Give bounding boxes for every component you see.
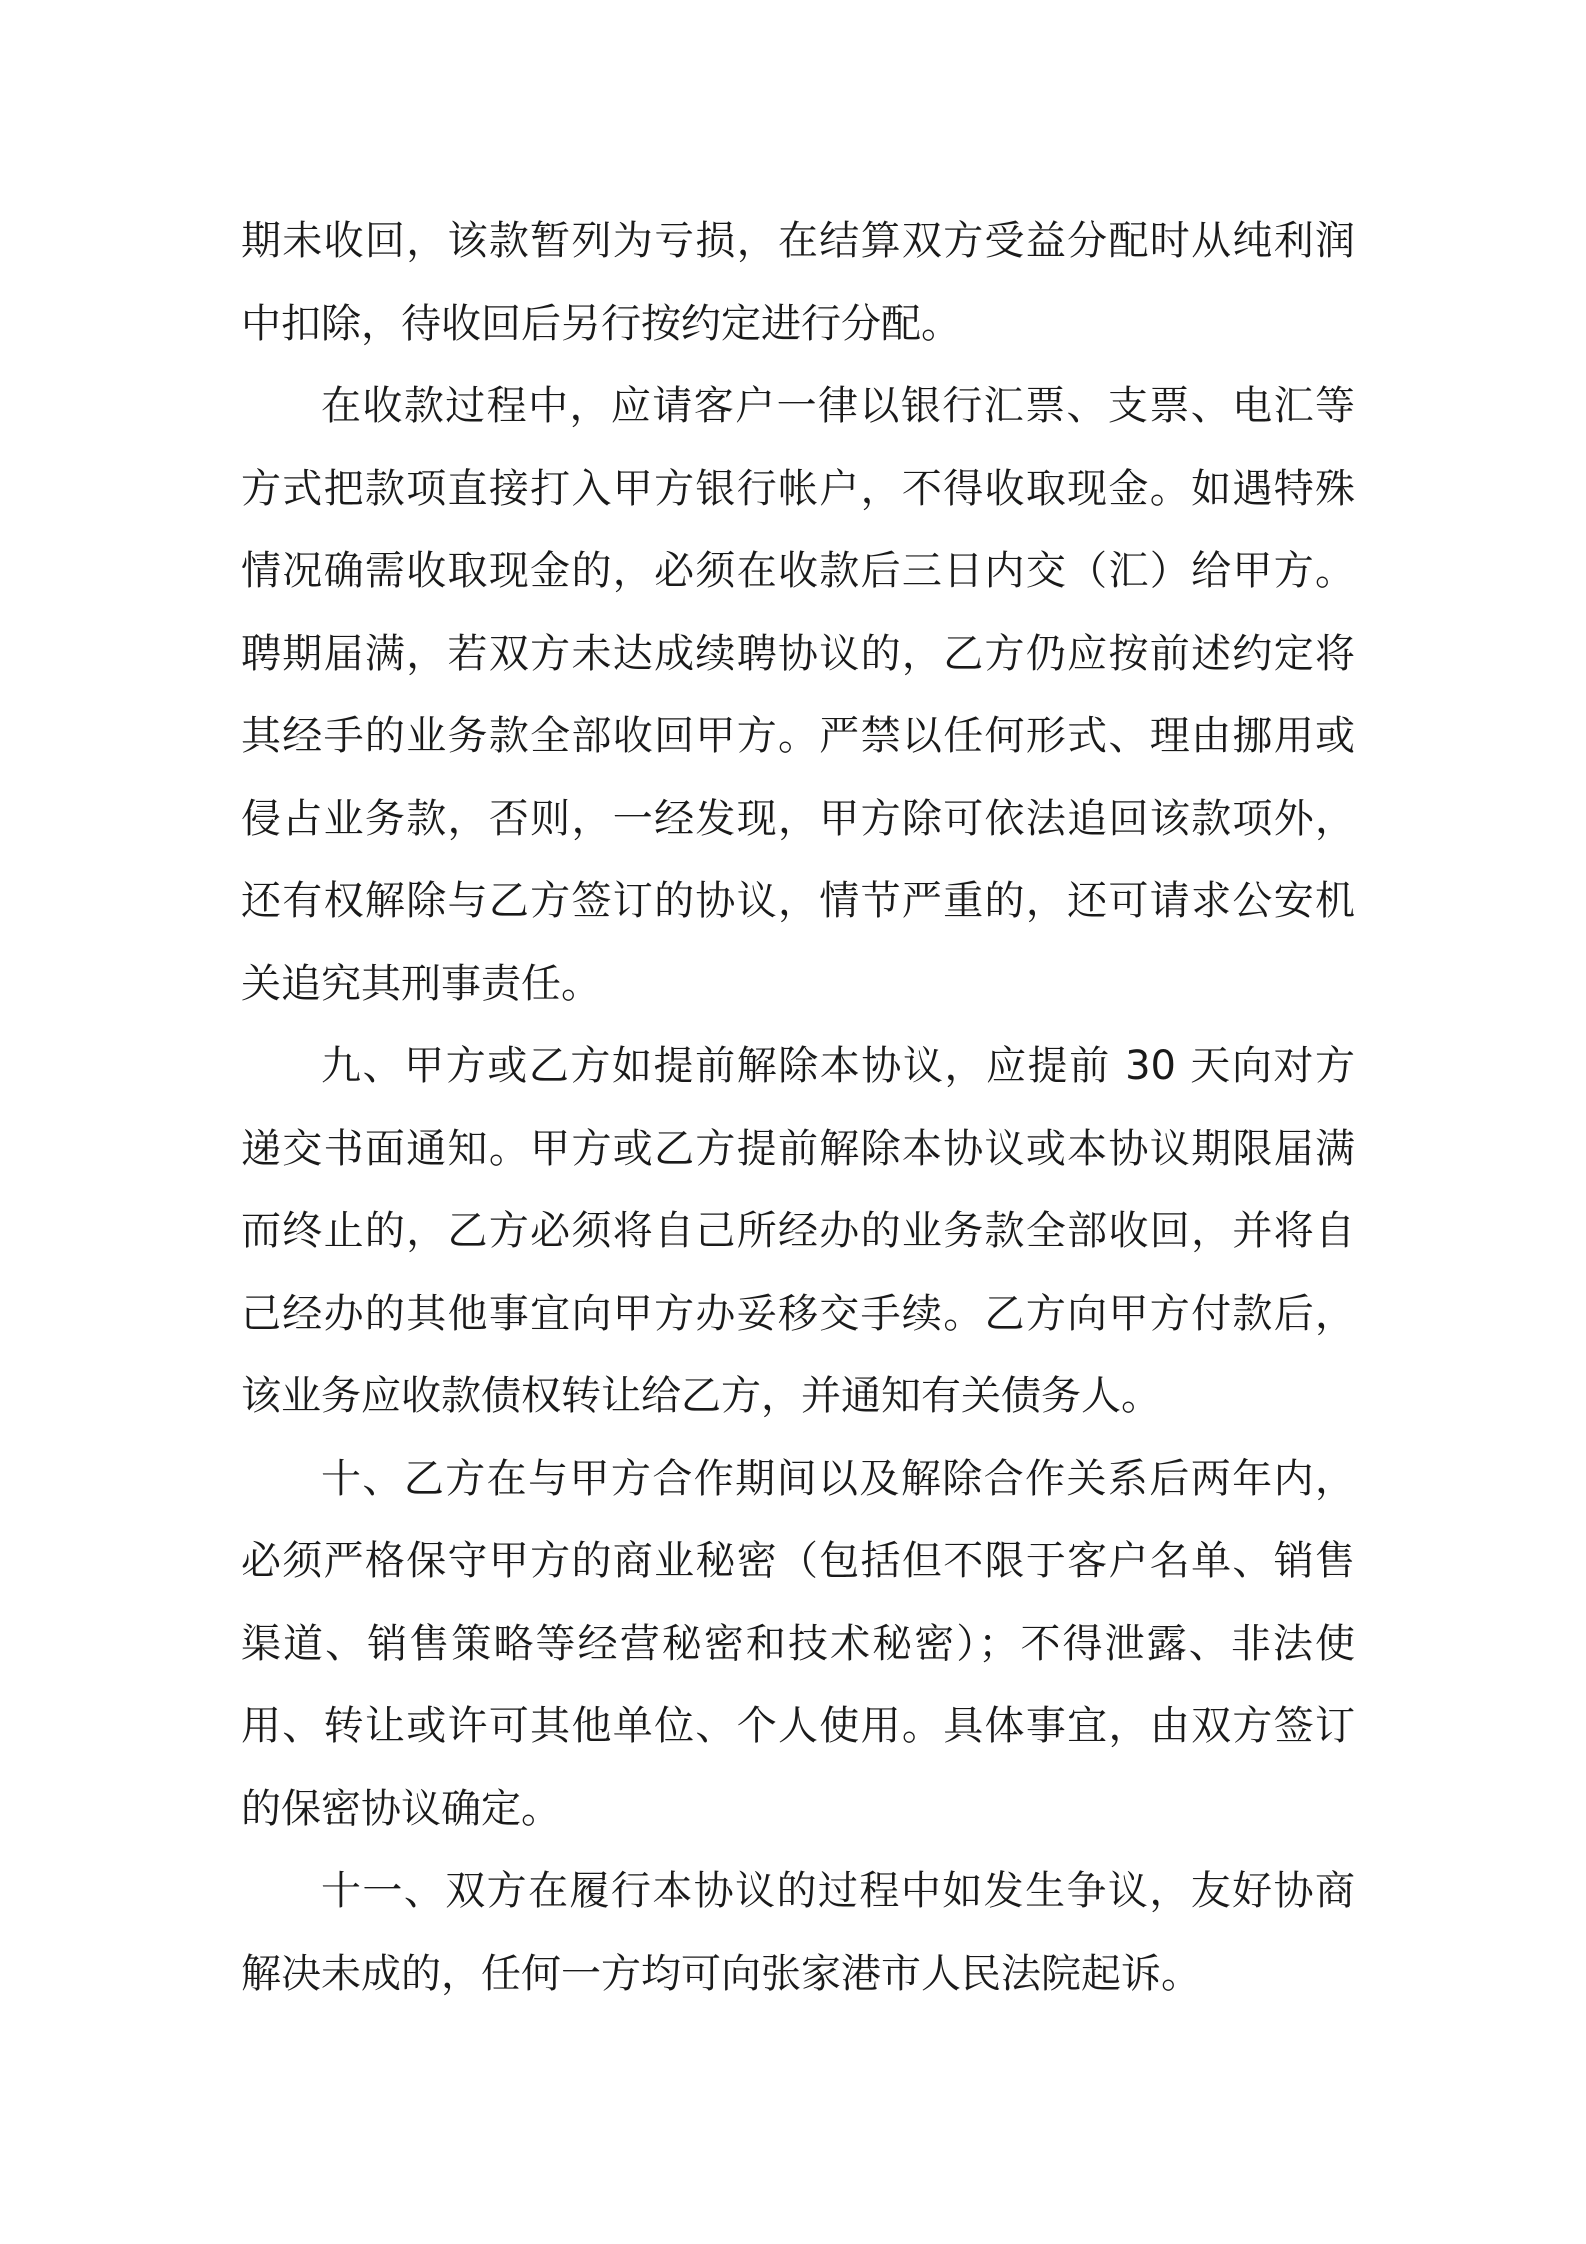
paragraph-clause-9: 九、甲方或乙方如提前解除本协议，应提前 30 天向对方递交书面通知。甲方或乙方提前解除本协议或本协议期限届满而终止的，乙方必须将自己所经办的业务款全部收回，并将自己经办的其他事宜向甲方办妥移交手续。乙方向甲方付款后，该业务应收款债权转让给乙方，并通知有关债务人。 <box>241 1043 1355 1419</box>
paragraph-clause-10: 十、乙方在与甲方合作期间以及解除合作关系后两年内，必须严格保守甲方的商业秘密（包括但不限于客户名单、销售渠道、销售策略等经营秘密和技术秘密）；不得泄露、非法使用、转让或许可其他单位、个人使用。具体事宜，由双方签订的保密协议确定。 <box>241 1455 1355 1832</box>
paragraph-payment-collection: 在收款过程中，应请客户一律以银行汇票、支票、电汇等方式把款项直接打入甲方银行帐户，不得收取现金。如遇特殊情况确需收取现金的，必须在收款后三日内交（汇）给甲方。聘期届满，若双方未达成续聘协议的，乙方仍应按前述约定将其经手的业务款全部收回甲方。严禁以任何形式、理由挪用或侵占业务款，否则，一经发现，甲方除可依法追回该款项外，还有权解除与乙方签订的协议，情节严重的，还可请求公安机关追究其刑事责任。 <box>241 383 1355 1007</box>
paragraph-continuation: 期未收回，该款暂列为亏损，在结算双方受益分配时从纯利润中扣除，待收回后另行按约定进行分配。 <box>241 218 1355 347</box>
document-body <box>241 200 1355 2015</box>
paragraph-clause-11: 十一、双方在履行本协议的过程中如发生争议，友好协商解决未成的，任何一方均可向张家港市人民法院起诉。 <box>241 1868 1355 1997</box>
